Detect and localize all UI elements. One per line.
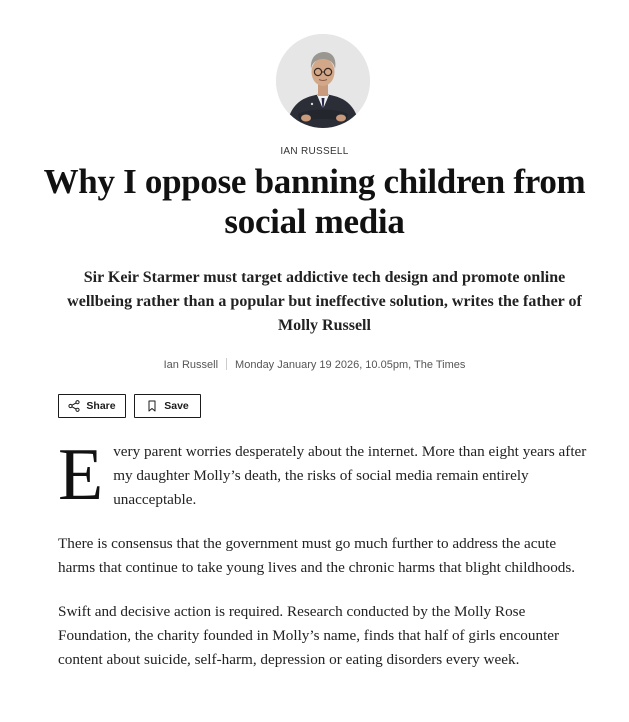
share-label: Share bbox=[86, 400, 116, 412]
page-title: Why I oppose banning children from social media bbox=[43, 162, 586, 241]
article-body bbox=[58, 434, 588, 692]
share-icon bbox=[68, 400, 80, 412]
bookmark-icon bbox=[146, 400, 158, 412]
body-paragraph bbox=[58, 434, 588, 516]
byline-author[interactable]: Ian Russell bbox=[163, 359, 219, 371]
save-label: Save bbox=[164, 400, 189, 412]
save-button[interactable] bbox=[134, 394, 201, 418]
author-kicker[interactable]: IAN RUSSELL bbox=[280, 146, 349, 157]
body-paragraph: There is consensus that the government must go much further to address the acute harms that continue to take young lives and the chronic harms that blight childhoods. bbox=[58, 535, 576, 576]
author-portrait-image bbox=[276, 34, 370, 128]
body-paragraph: Swift and decisive action is required. Research conducted by the Molly Rose Foundation, the charity founded in Molly’s name, finds that half of girls encounter content about suicide, self-harm, depression or eating disorders every week. bbox=[58, 603, 560, 668]
byline bbox=[0, 358, 629, 371]
body-paragraph-text: very parent worries desperately about the internet. More than eight years after my daughter Molly’s death, the risks of social media remain entirely unacceptable. bbox=[113, 443, 587, 508]
byline-divider bbox=[226, 358, 227, 370]
article-standfirst: Sir Keir Starmer must target addictive tech design and promote online wellbeing rather than a popular but ineffective solution, writes the father of Molly Russell bbox=[67, 269, 582, 334]
drop-cap: E bbox=[58, 434, 104, 516]
share-button[interactable] bbox=[58, 394, 126, 418]
author-avatar bbox=[276, 34, 370, 128]
byline-dateline: Monday January 19 2026, 10.05pm, The Times bbox=[235, 359, 466, 371]
